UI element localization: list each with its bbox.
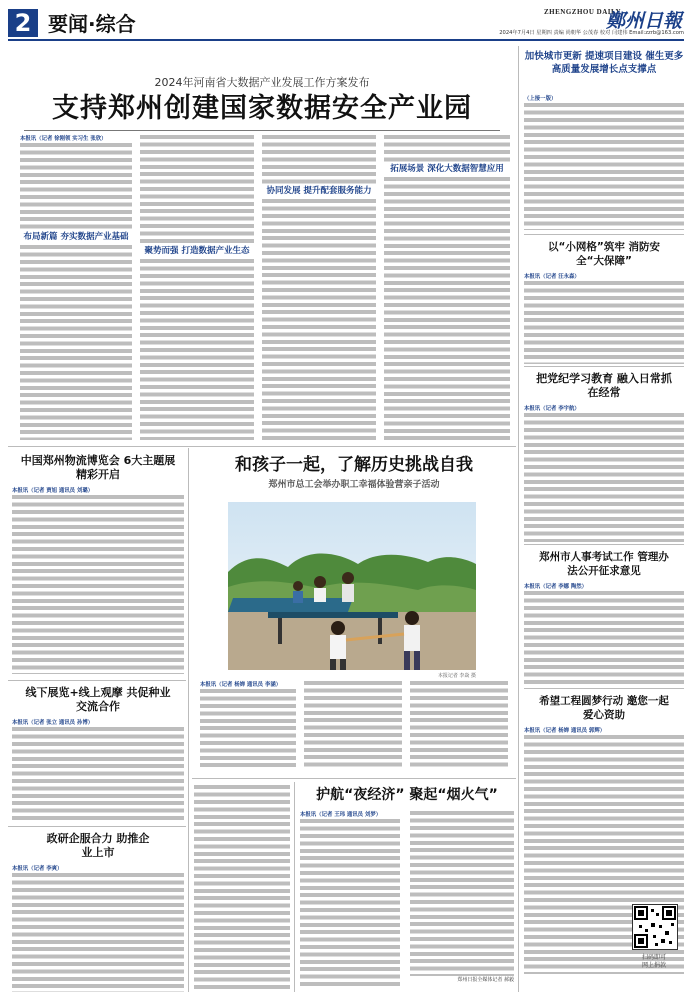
lead-body-3b xyxy=(262,198,376,440)
linkage-title: 线下展览+线上观摩 共促种业交流合作 xyxy=(25,686,171,713)
logistics-byline: 本报讯（记者 贾旭 通讯员 刘璐） xyxy=(12,488,94,494)
gov-title: 政研企服合力 助推企业上市 xyxy=(46,832,150,859)
lead-body-2b xyxy=(140,258,254,440)
feature-photo-credit: 本报记者 李焱 摄 xyxy=(437,673,476,679)
column-divider-mid xyxy=(294,782,295,992)
feature-subtitle: 郑州市总工会举办职工幸福体验营亲子活动 xyxy=(268,480,440,490)
lead-body-3a xyxy=(262,134,376,184)
qr-code-icon xyxy=(633,905,677,949)
divider-right-2 xyxy=(524,366,684,367)
gov-story xyxy=(12,830,184,992)
feature-caption-byline: 本报讯（记者 杨婵 通讯员 李涵） xyxy=(200,682,282,688)
divider-right-3 xyxy=(524,544,684,545)
lead-subhead-2: 聚势而强 打造数据产业生态 xyxy=(144,246,250,256)
logistics-body xyxy=(12,494,184,674)
page-header xyxy=(0,0,690,40)
lead-byline: 本报讯（记者 徐刚领 实习生 张欣） xyxy=(20,136,107,142)
linkage-story xyxy=(12,684,184,824)
smoke-title: 护航“夜经济” 聚起“烟火气” xyxy=(316,787,498,803)
lead-kicker: 2024年河南省大数据产业发展工作方案发布 xyxy=(154,76,370,89)
qr-code[interactable] xyxy=(632,904,678,950)
divider-left-1 xyxy=(8,446,516,447)
feature-title: 和孩子一起，了解历史挑战自我 xyxy=(235,455,473,475)
lead-subhead-3: 协同发展 提升配套服务能力 xyxy=(266,186,372,196)
column-divider-right xyxy=(518,46,519,992)
gov-byline: 本报讯（记者 李爽） xyxy=(12,866,63,872)
grid-byline: 本报讯（记者 汪永森） xyxy=(524,274,580,280)
section-name: 要闻·综合 xyxy=(48,12,136,36)
lead-body-2a xyxy=(140,134,254,244)
smoke-byline: 本报讯（记者 王玮 通讯员 刘梦） xyxy=(300,812,382,818)
right-top-title: 加快城市更新 提速项目建设 催生更多高质量发展增长点支撑点 xyxy=(524,51,684,75)
party-story xyxy=(524,370,684,542)
smoke-col-1 xyxy=(300,810,400,990)
feature-photo-illustration xyxy=(228,502,476,670)
divider-left-3 xyxy=(8,826,186,827)
feature-caption-body-2 xyxy=(304,680,402,770)
date-line: 2024年7月4日 星期四 责编 尚朝华 公茂春 校对 闫建伟 Email:zzrb@163.com xyxy=(499,30,684,36)
linkage-byline: 本报讯（记者 张立 通讯员 孙博） xyxy=(12,720,94,726)
page-number-box xyxy=(8,9,38,37)
feature-story xyxy=(194,452,514,772)
lead-subhead-4: 拓展场景 深化大数据智慧应用 xyxy=(390,164,504,174)
right-top-byline: （上接一版） xyxy=(524,96,557,102)
lead-column-3 xyxy=(262,134,376,442)
smoke-body-1 xyxy=(300,818,400,988)
party-title: 把党纪学习教育 融入日常抓在经常 xyxy=(536,372,672,399)
right-top-story xyxy=(524,50,684,232)
feature-caption-body-3 xyxy=(410,680,508,770)
lead-column-2 xyxy=(140,134,254,442)
smoke-end-credit: 郑州日报全媒体记者 郝毅 xyxy=(457,977,514,983)
grid-title: 以“小网格”筑牢 消防安全“大保障” xyxy=(548,241,660,267)
exam-body xyxy=(524,590,684,686)
lead-body-4a xyxy=(384,134,510,162)
lead-title: 支持郑州创建国家数据安全产业园 xyxy=(52,93,472,124)
dream-title: 希望工程圆梦行动 邀您一起爱心资助 xyxy=(539,695,669,721)
smoke-col-2 xyxy=(410,810,514,990)
exam-byline: 本报讯（记者 李娜 陶然） xyxy=(524,584,588,590)
feature-photo xyxy=(228,502,476,670)
exam-title: 郑州市人事考试工作 管理办法公开征求意见 xyxy=(539,551,669,577)
masthead-cn: 鄭州日報 xyxy=(606,10,683,32)
logistics-story xyxy=(12,452,184,680)
column-divider-left xyxy=(188,448,189,992)
divider-mid-1 xyxy=(192,778,516,779)
lead-column-4 xyxy=(384,134,510,442)
party-body xyxy=(524,412,684,542)
lead-subhead-1: 布局新篇 夯实数据产业基础 xyxy=(23,232,129,242)
page-number: 2 xyxy=(14,9,32,37)
smoke-side-body xyxy=(194,784,290,992)
party-byline: 本报讯（记者 李宇航） xyxy=(524,406,580,412)
qr-caption-1: 扫码即可 xyxy=(641,954,666,961)
lead-body-1b xyxy=(20,244,132,440)
lead-body-4b xyxy=(384,176,510,440)
gov-body xyxy=(12,872,184,992)
lead-title-rule xyxy=(24,130,500,131)
smoke-side-note xyxy=(194,784,290,992)
dream-byline: 本报讯（记者 杨婵 通讯员 郭辉） xyxy=(524,728,606,734)
divider-left-2 xyxy=(8,680,186,681)
lead-body-1a xyxy=(20,142,132,230)
feature-caption-body-1 xyxy=(200,688,296,768)
right-top-body xyxy=(524,102,684,230)
feature-caption xyxy=(200,680,508,770)
feature-caption-col-1 xyxy=(200,680,296,770)
qr-caption-2: 网上捐款 xyxy=(641,962,666,969)
smoke-story xyxy=(300,784,514,992)
smoke-body-2 xyxy=(410,810,514,976)
lead-column-1 xyxy=(20,134,132,442)
exam-story xyxy=(524,548,684,686)
divider-right-4 xyxy=(524,688,684,689)
grid-body xyxy=(524,280,684,364)
masthead-en: ZHENGZHOU DAILY xyxy=(544,8,622,16)
header-rule xyxy=(8,39,684,41)
linkage-body xyxy=(12,726,184,822)
divider-right-1 xyxy=(524,234,684,235)
grid-story xyxy=(524,238,684,364)
logistics-title: 中国郑州物流博览会 6大主题展精彩开启 xyxy=(20,454,176,481)
